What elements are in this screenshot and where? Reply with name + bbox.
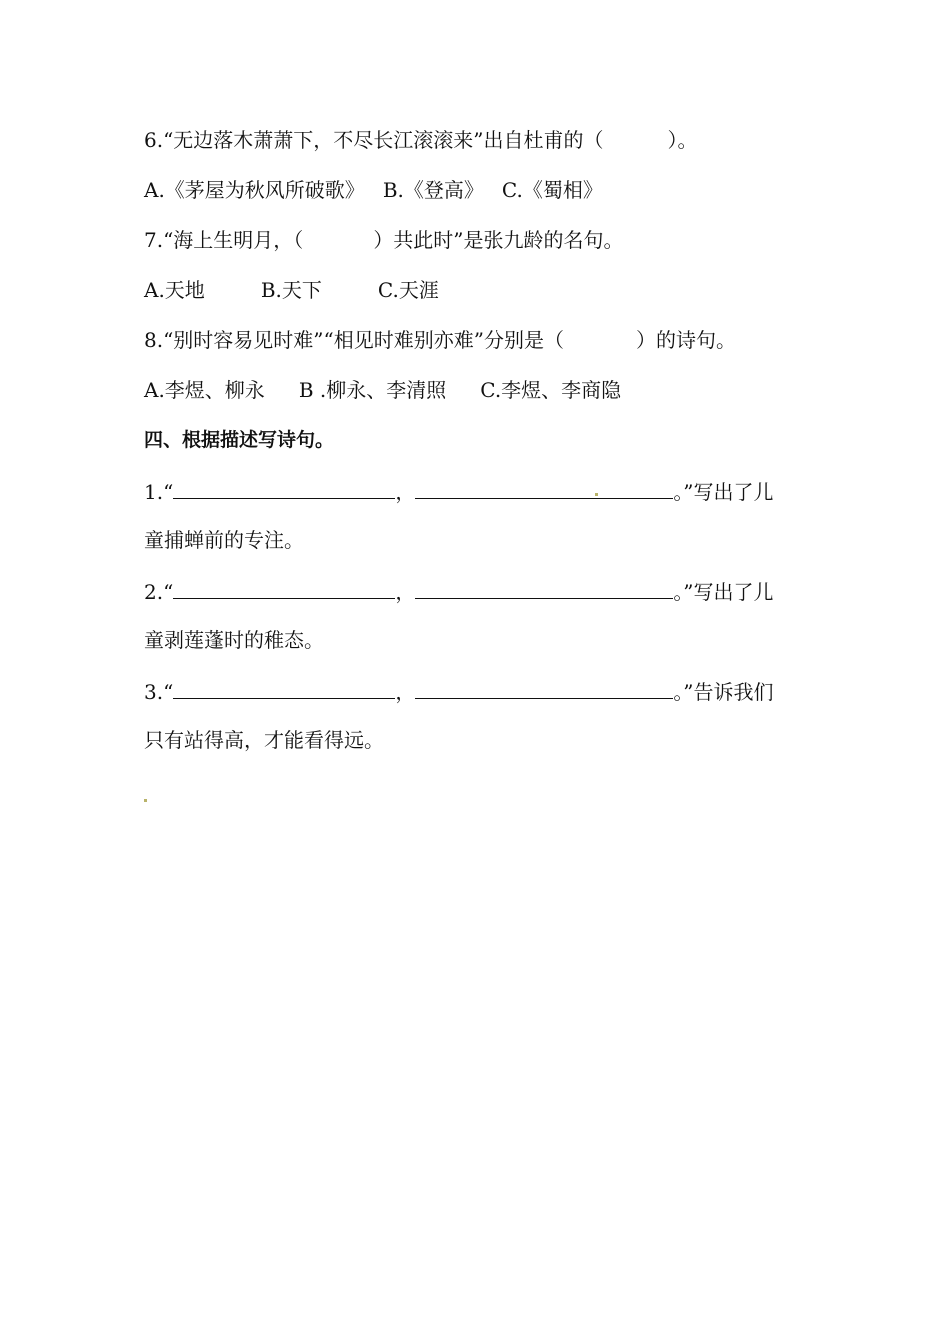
option-7c: C.天涯 bbox=[377, 278, 439, 302]
decorative-dot bbox=[595, 493, 598, 496]
question-8-end: ）的诗句。 bbox=[635, 328, 736, 352]
fill-1-prefix: 1.“ bbox=[144, 480, 174, 504]
fill-3-suffix: 。”告诉我们 bbox=[673, 680, 774, 704]
question-8-options bbox=[144, 376, 621, 404]
fill-1-blank-a[interactable] bbox=[173, 476, 395, 499]
fill-3-row bbox=[144, 676, 774, 706]
fill-2-blank-b[interactable] bbox=[415, 576, 673, 599]
fill-2-row bbox=[144, 576, 774, 606]
fill-2-continuation: 童剥莲蓬时的稚态。 bbox=[144, 628, 324, 652]
option-6a: A.《茅屋为秋风所破歌》 bbox=[144, 178, 365, 202]
option-8a: A.李煜、柳永 bbox=[144, 378, 265, 402]
fill-2-blank-a[interactable] bbox=[173, 576, 395, 599]
question-8-stem bbox=[144, 326, 736, 354]
fill-1-suffix: 。”写出了儿 bbox=[673, 480, 774, 504]
fill-1-row bbox=[144, 476, 774, 506]
option-6c: C.《蜀相》 bbox=[501, 178, 603, 202]
question-6-options bbox=[144, 176, 603, 204]
question-6-stem bbox=[144, 126, 698, 154]
question-6-end: ）。 bbox=[667, 128, 698, 152]
fill-3-blank-b[interactable] bbox=[415, 676, 673, 699]
fill-3-comma: ， bbox=[395, 680, 416, 704]
question-7-options bbox=[144, 276, 439, 304]
section-heading: 四、根据描述写诗句。 bbox=[144, 429, 335, 451]
question-6-text: 6.“无边落木萧萧下，不尽长江滚滚来”出自杜甫的（ bbox=[144, 128, 604, 152]
fill-3-prefix: 3.“ bbox=[144, 680, 174, 704]
option-7a: A.天地 bbox=[144, 278, 205, 302]
question-7-end: ）共此时”是张九龄的名句。 bbox=[373, 228, 624, 252]
fill-2-prefix: 2.“ bbox=[144, 580, 174, 604]
option-7b: B.天下 bbox=[260, 278, 322, 302]
option-8c: C.李煜、李商隐 bbox=[480, 378, 622, 402]
decorative-dot bbox=[144, 799, 147, 802]
fill-1-continuation: 童捕蝉前的专注。 bbox=[144, 528, 304, 552]
question-8-text: 8.“别时容易见时难”“相见时难别亦难”分别是（ bbox=[144, 328, 564, 352]
fill-3-blank-a[interactable] bbox=[173, 676, 395, 699]
fill-1-comma: ， bbox=[395, 480, 416, 504]
question-7-text: 7.“海上生明月，（ bbox=[144, 228, 304, 252]
fill-2-suffix: 。”写出了儿 bbox=[673, 580, 774, 604]
option-6b: B.《登高》 bbox=[382, 178, 484, 202]
fill-2-comma: ， bbox=[395, 580, 416, 604]
option-8b: B .柳永、李清照 bbox=[298, 378, 447, 402]
fill-3-continuation: 只有站得高，才能看得远。 bbox=[144, 728, 384, 752]
question-7-stem bbox=[144, 226, 624, 254]
fill-1-blank-b[interactable] bbox=[415, 476, 673, 499]
